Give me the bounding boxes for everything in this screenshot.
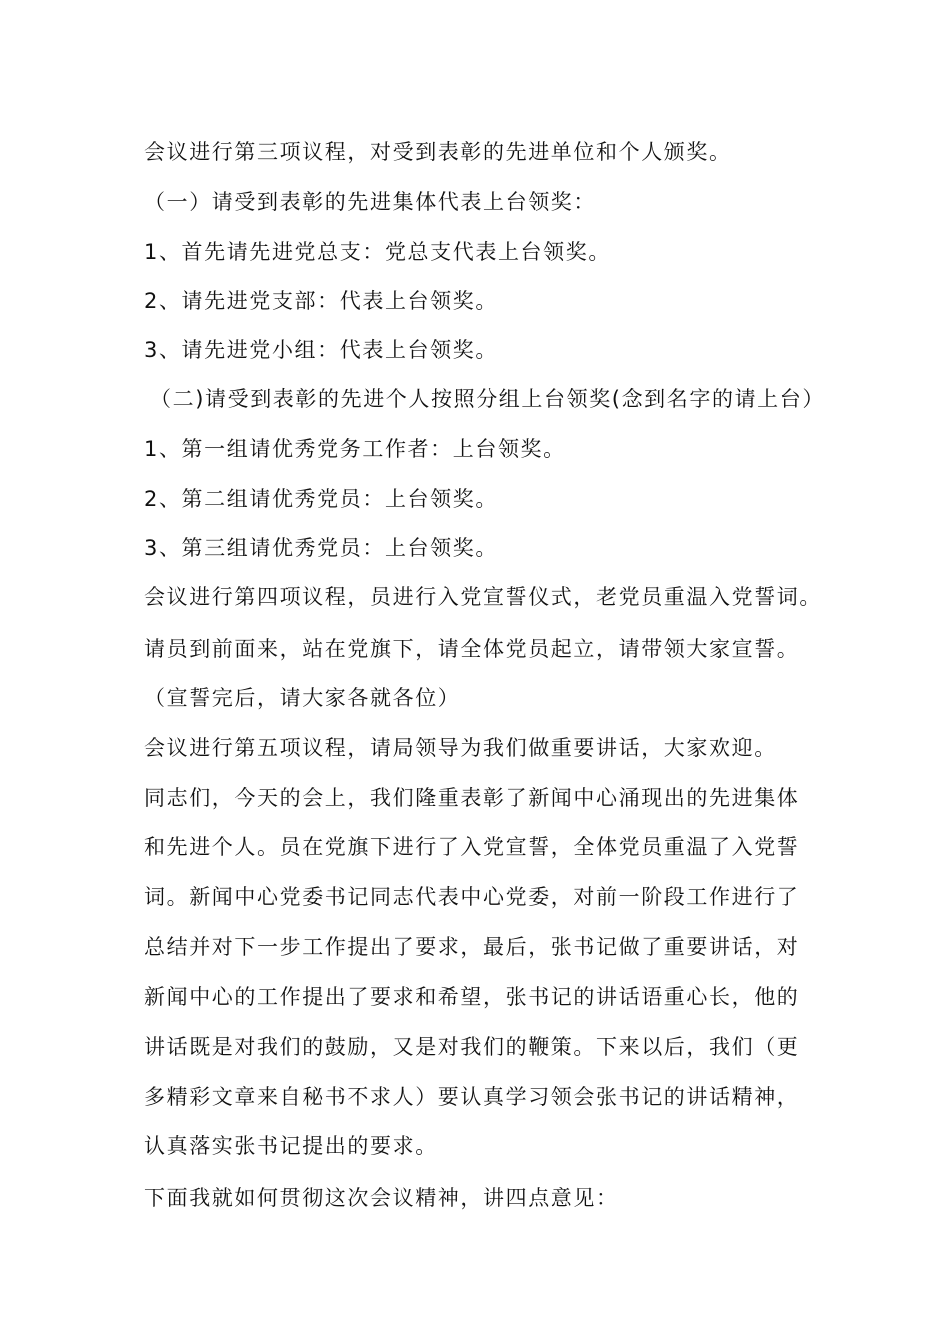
paragraph-line: 认真落实张书记提出的要求。 <box>144 1134 438 1158</box>
paragraph-line: 2、请先进党支部：代表上台领奖。 <box>144 289 498 313</box>
paragraph-line: 同志们，今天的会上，我们隆重表彰了新闻中心涌现出的先进集体 <box>144 786 800 810</box>
paragraph-line: 讲话既是对我们的鼓励，又是对我们的鞭策。下来以后，我们（更 <box>144 1035 800 1059</box>
paragraph-line: 会议进行第五项议程，请局领导为我们做重要讲话，大家欢迎。 <box>144 736 777 760</box>
paragraph-line: 下面我就如何贯彻这次会议精神，讲四点意见： <box>144 1186 619 1210</box>
paragraph-line: 1、第一组请优秀党务工作者：上台领奖。 <box>144 437 566 461</box>
paragraph-line: 2、第二组请优秀党员：上台领奖。 <box>144 487 498 511</box>
paragraph-line: 1、首先请先进党总支：党总支代表上台领奖。 <box>144 240 611 264</box>
paragraph-line: 新闻中心的工作提出了要求和希望，张书记的讲话语重心长，他的 <box>144 985 800 1009</box>
paragraph-line: 会议进行第四项议程，员进行入党宣誓仪式，老党员重温入党誓词。 <box>144 585 822 609</box>
paragraph-line: 多精彩文章来自秘书不求人）要认真学习领会张书记的讲话精神， <box>144 1085 800 1109</box>
paragraph-line: （一）请受到表彰的先进集体代表上台领奖： <box>144 190 596 214</box>
paragraph-line: （二)请受到表彰的先进个人按照分组上台领奖(念到名字的请上台） <box>150 387 825 411</box>
paragraph-line: 会议进行第三项议程，对受到表彰的先进单位和个人颁奖。 <box>144 140 732 164</box>
paragraph-line: 请员到前面来，站在党旗下，请全体党员起立，请带领大家宣誓。 <box>144 637 800 661</box>
paragraph-line: 总结并对下一步工作提出了要求，最后，张书记做了重要讲话，对 <box>144 935 800 959</box>
paragraph-line: （宣誓完后，请大家各就各位） <box>144 686 461 710</box>
paragraph-line: 3、第三组请优秀党员：上台领奖。 <box>144 536 498 560</box>
paragraph-line: 3、请先进党小组：代表上台领奖。 <box>144 338 498 362</box>
paragraph-line: 词。新闻中心党委书记同志代表中心党委，对前一阶段工作进行了 <box>144 885 800 909</box>
paragraph-line: 和先进个人。员在党旗下进行了入党宣誓，全体党员重温了入党誓 <box>144 835 800 859</box>
